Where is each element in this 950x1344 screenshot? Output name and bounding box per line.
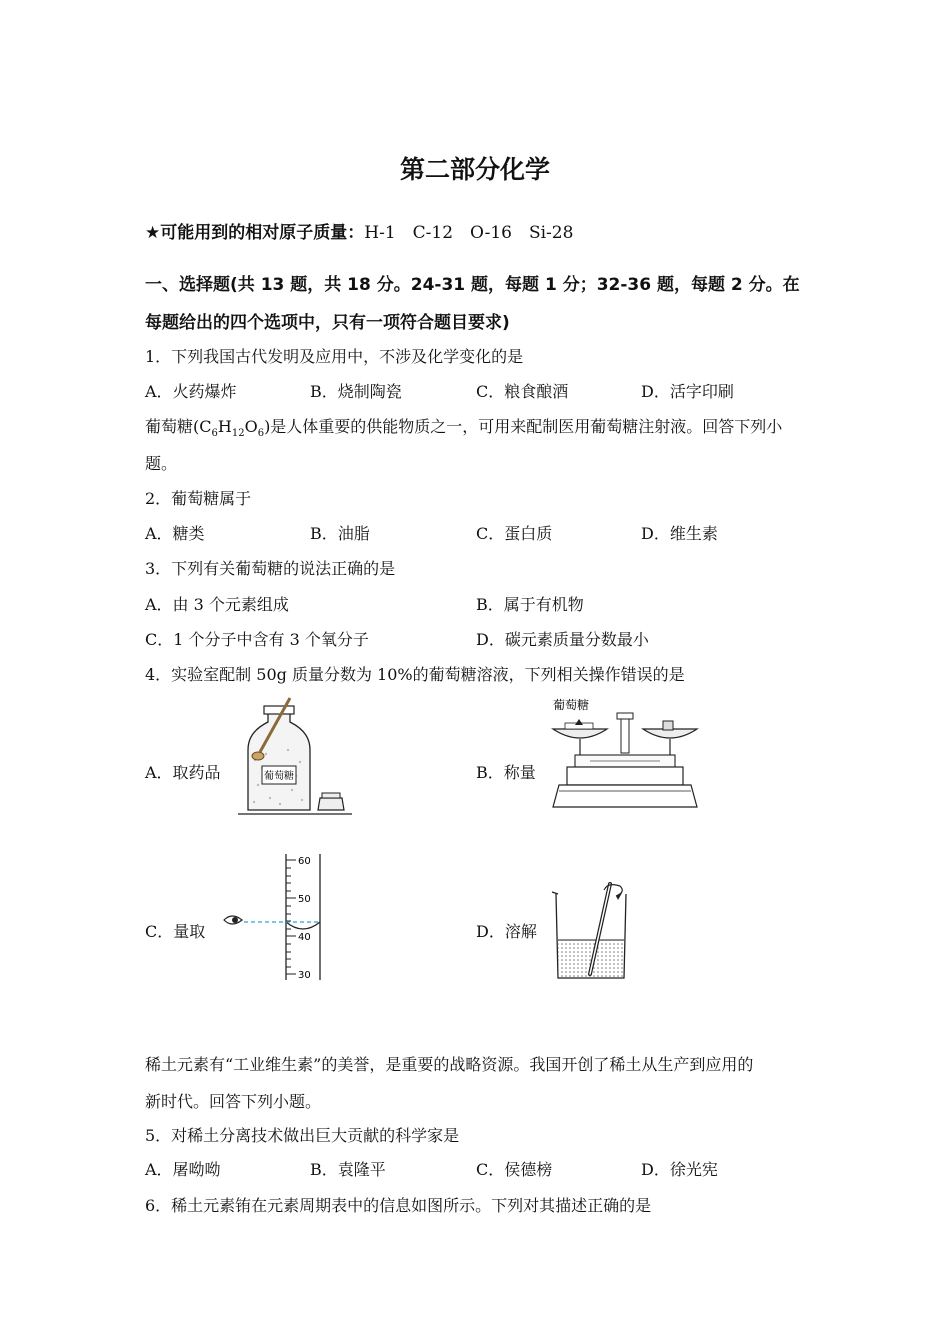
tick-30: 30: [298, 970, 311, 981]
q2-stem: 2．葡萄糖属于: [145, 489, 252, 508]
q5-option-c: C．侯德榜: [476, 1160, 553, 1179]
q4-option-c: C．量取: [145, 922, 206, 941]
weight: [663, 721, 673, 730]
balance-figure: [545, 695, 710, 820]
atomic-masses-label: ★可能用到的相对原子质量：: [145, 223, 365, 243]
tick-60: 60: [298, 856, 311, 867]
q5-option-b: B．袁隆平: [310, 1160, 386, 1179]
rare-earth-intro-line-2: 新时代。回答下列小题。: [145, 1092, 322, 1111]
q5-option-a: A．屠呦呦: [145, 1160, 221, 1179]
left-pan: [553, 729, 607, 738]
beaker-lip: [552, 892, 558, 894]
formula-sub-h: 12: [231, 428, 245, 440]
eye-pupil: [232, 917, 238, 923]
balance-body: [567, 767, 683, 785]
q1-option-c: C．粮食酿酒: [476, 382, 569, 401]
q3-stem: 3．下列有关葡萄糖的说法正确的是: [145, 559, 396, 578]
spoon-bowl: [252, 752, 264, 760]
beaker-figure: [548, 878, 638, 986]
glucose-pile: [575, 719, 583, 725]
q1-option-d: D．活字印刷: [641, 382, 734, 401]
page-title: 第二部分化学: [399, 155, 550, 184]
q2-option-c: C．蛋白质: [476, 524, 553, 543]
reagent-bottle-figure: [230, 690, 360, 820]
q2-option-b: B．油脂: [310, 524, 370, 543]
pointer-top: [617, 713, 633, 719]
atomic-masses-line: [145, 218, 573, 243]
balance-pillar: [621, 719, 629, 753]
balance-label: 葡萄糖: [553, 698, 590, 712]
glucose-intro-text-2: )是人体重要的供能物质之一，可用来配制医用葡萄糖注射液。回答下列小: [264, 417, 783, 436]
glucose-intro-text: 葡萄糖(C: [145, 417, 212, 436]
tick-40: 40: [298, 932, 311, 943]
q3-option-b: B．属于有机物: [476, 595, 584, 614]
graduated-cylinder-figure: [218, 850, 328, 985]
q4-option-b: B．称量: [476, 763, 536, 782]
formula-h: H: [217, 417, 232, 436]
cylinder-ticks: [286, 860, 296, 974]
q1-option-b: B．烧制陶瓷: [310, 382, 402, 401]
formula-sub-o: 6: [257, 428, 265, 440]
atomic-masses-values: H-1 C-12 O-16 Si-28: [364, 223, 574, 243]
q6-stem: 6．稀土元素铕在元素周期表中的信息如图所示。下列对其描述正确的是: [145, 1196, 652, 1215]
bottle-outline: [248, 712, 310, 810]
q2-option-a: A．糖类: [145, 524, 205, 543]
q4-option-d: D．溶解: [476, 922, 537, 941]
q4-option-a: A．取药品: [145, 763, 221, 782]
formula-o: O: [244, 417, 258, 436]
section-heading-line-1: 一、选择题(共 13 题，共 18 分。24-31 题，每题 1 分；32-36 题，每题 2 分。在: [145, 275, 800, 295]
rare-earth-intro-line-1: 稀土元素有“工业维生素”的美誉，是重要的战略资源。我国开创了稀土从生产到应用的: [145, 1055, 754, 1074]
glucose-intro-line-2: 题。: [145, 454, 178, 473]
q5-stem: 5．对稀土分离技术做出巨大贡献的科学家是: [145, 1126, 460, 1145]
q1-option-a: A．火药爆炸: [145, 382, 237, 401]
q3-option-a: A．由 3 个元素组成: [145, 595, 289, 614]
bottle-neck: [264, 706, 294, 714]
glucose-intro-line-1: [145, 414, 782, 439]
meniscus: [286, 922, 320, 929]
q4-stem: 4．实验室配制 50g 质量分数为 10%的葡萄糖溶液，下列相关操作错误的是: [145, 665, 685, 684]
tick-50: 50: [298, 894, 311, 905]
q3-option-c: C．1 个分子中含有 3 个氧分子: [145, 630, 369, 649]
q3-option-d: D．碳元素质量分数最小: [476, 630, 649, 649]
balance-base: [553, 785, 697, 807]
q2-option-d: D．维生素: [641, 524, 718, 543]
section-heading-line-2: 每题给出的四个选项中，只有一项符合题目要求): [145, 313, 510, 333]
q1-stem: 1．下列我国古代发明及应用中，不涉及化学变化的是: [145, 347, 524, 366]
stopper-top: [322, 793, 340, 798]
bottle-stopper: [318, 798, 344, 810]
formula-sub-c: 6: [211, 428, 218, 440]
bottle-label: 葡萄糖: [264, 771, 294, 782]
q5-option-d: D．徐光宪: [641, 1160, 718, 1179]
